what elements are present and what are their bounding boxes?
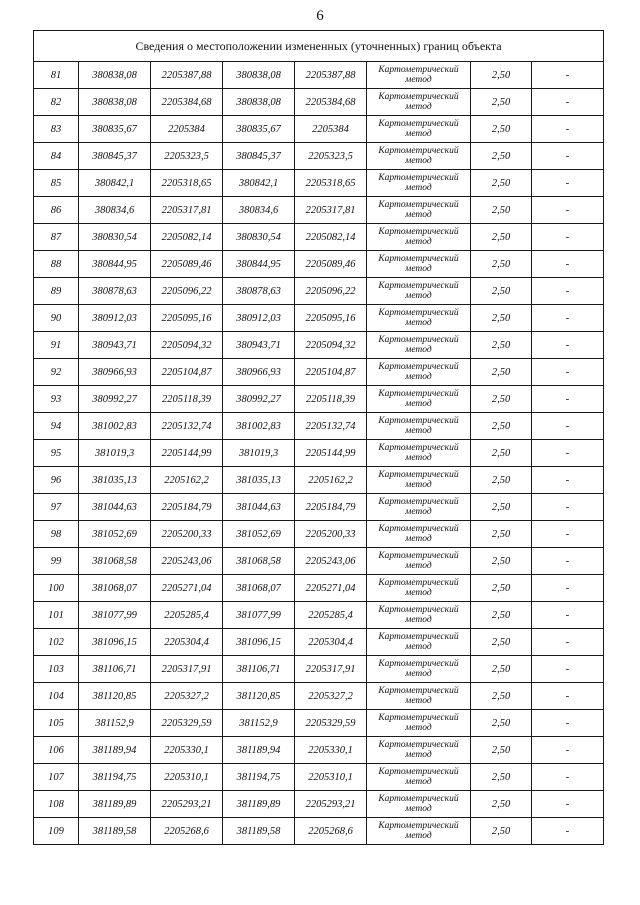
existing-x-cell: 381044,63 xyxy=(79,494,151,521)
note-cell: - xyxy=(532,116,604,143)
new-y-cell: 2205327,2 xyxy=(295,683,367,710)
accuracy-cell: 2,50 xyxy=(471,62,532,89)
existing-x-cell: 381120,85 xyxy=(79,683,151,710)
existing-x-cell: 381002,83 xyxy=(79,413,151,440)
method-cell: Картометрический метод xyxy=(367,305,471,332)
table-row xyxy=(34,521,604,548)
note-cell: - xyxy=(532,170,604,197)
note-cell: - xyxy=(532,305,604,332)
existing-x-cell: 381152,9 xyxy=(79,710,151,737)
new-y-cell: 2205144,99 xyxy=(295,440,367,467)
note-cell: - xyxy=(532,575,604,602)
accuracy-cell: 2,50 xyxy=(471,89,532,116)
new-y-cell: 2205285,4 xyxy=(295,602,367,629)
new-y-cell: 2205132,74 xyxy=(295,413,367,440)
accuracy-cell: 2,50 xyxy=(471,791,532,818)
accuracy-cell: 2,50 xyxy=(471,818,532,845)
table-row xyxy=(34,440,604,467)
note-cell: - xyxy=(532,413,604,440)
note-cell: - xyxy=(532,386,604,413)
new-y-cell: 2205096,22 xyxy=(295,278,367,305)
table-row xyxy=(34,386,604,413)
point-number-cell: 84 xyxy=(34,143,79,170)
method-cell: Картометрический метод xyxy=(367,764,471,791)
table-row xyxy=(34,629,604,656)
existing-y-cell: 2205310,1 xyxy=(151,764,223,791)
method-cell: Картометрический метод xyxy=(367,170,471,197)
table-row xyxy=(34,359,604,386)
table-row xyxy=(34,251,604,278)
existing-x-cell: 381194,75 xyxy=(79,764,151,791)
point-number-cell: 102 xyxy=(34,629,79,656)
new-y-cell: 2205304,4 xyxy=(295,629,367,656)
table-row xyxy=(34,602,604,629)
note-cell: - xyxy=(532,359,604,386)
new-y-cell: 2205184,79 xyxy=(295,494,367,521)
new-x-cell: 380844,95 xyxy=(223,251,295,278)
new-y-cell: 2205317,91 xyxy=(295,656,367,683)
new-y-cell: 2205243,06 xyxy=(295,548,367,575)
existing-x-cell: 381189,94 xyxy=(79,737,151,764)
existing-y-cell: 2205082,14 xyxy=(151,224,223,251)
existing-x-cell: 380943,71 xyxy=(79,332,151,359)
existing-y-cell: 2205293,21 xyxy=(151,791,223,818)
point-number-cell: 104 xyxy=(34,683,79,710)
table-row xyxy=(34,62,604,89)
accuracy-cell: 2,50 xyxy=(471,143,532,170)
note-cell: - xyxy=(532,656,604,683)
note-cell: - xyxy=(532,521,604,548)
point-number-cell: 94 xyxy=(34,413,79,440)
table-body xyxy=(34,31,604,845)
point-number-cell: 83 xyxy=(34,116,79,143)
note-cell: - xyxy=(532,548,604,575)
note-cell: - xyxy=(532,710,604,737)
existing-y-cell: 2205384,68 xyxy=(151,89,223,116)
existing-y-cell: 2205132,74 xyxy=(151,413,223,440)
accuracy-cell: 2,50 xyxy=(471,710,532,737)
accuracy-cell: 2,50 xyxy=(471,305,532,332)
method-cell: Картометрический метод xyxy=(367,224,471,251)
existing-y-cell: 2205271,04 xyxy=(151,575,223,602)
table-row xyxy=(34,278,604,305)
accuracy-cell: 2,50 xyxy=(471,332,532,359)
existing-y-cell: 2205327,2 xyxy=(151,683,223,710)
method-cell: Картометрический метод xyxy=(367,575,471,602)
note-cell: - xyxy=(532,494,604,521)
existing-y-cell: 2205329,59 xyxy=(151,710,223,737)
method-cell: Картометрический метод xyxy=(367,197,471,224)
existing-y-cell: 2205162,2 xyxy=(151,467,223,494)
existing-y-cell: 2205118,39 xyxy=(151,386,223,413)
boundary-coordinates-table xyxy=(33,30,604,845)
existing-x-cell: 380834,6 xyxy=(79,197,151,224)
accuracy-cell: 2,50 xyxy=(471,197,532,224)
new-x-cell: 380834,6 xyxy=(223,197,295,224)
point-number-cell: 81 xyxy=(34,62,79,89)
new-y-cell: 2205104,87 xyxy=(295,359,367,386)
existing-x-cell: 381052,69 xyxy=(79,521,151,548)
new-x-cell: 381044,63 xyxy=(223,494,295,521)
point-number-cell: 87 xyxy=(34,224,79,251)
new-y-cell: 2205293,21 xyxy=(295,791,367,818)
method-cell: Картометрический метод xyxy=(367,656,471,683)
existing-x-cell: 381068,58 xyxy=(79,548,151,575)
point-number-cell: 107 xyxy=(34,764,79,791)
existing-x-cell: 381035,13 xyxy=(79,467,151,494)
new-x-cell: 381194,75 xyxy=(223,764,295,791)
note-cell: - xyxy=(532,737,604,764)
existing-x-cell: 380835,67 xyxy=(79,116,151,143)
note-cell: - xyxy=(532,278,604,305)
note-cell: - xyxy=(532,818,604,845)
existing-y-cell: 2205285,4 xyxy=(151,602,223,629)
method-cell: Картометрический метод xyxy=(367,791,471,818)
table-row xyxy=(34,764,604,791)
method-cell: Картометрический метод xyxy=(367,278,471,305)
point-number-cell: 106 xyxy=(34,737,79,764)
existing-x-cell: 381096,15 xyxy=(79,629,151,656)
existing-y-cell: 2205317,81 xyxy=(151,197,223,224)
accuracy-cell: 2,50 xyxy=(471,224,532,251)
point-number-cell: 108 xyxy=(34,791,79,818)
note-cell: - xyxy=(532,629,604,656)
accuracy-cell: 2,50 xyxy=(471,575,532,602)
point-number-cell: 88 xyxy=(34,251,79,278)
existing-x-cell: 380966,93 xyxy=(79,359,151,386)
existing-x-cell: 380844,95 xyxy=(79,251,151,278)
new-x-cell: 381035,13 xyxy=(223,467,295,494)
method-cell: Картометрический метод xyxy=(367,494,471,521)
new-y-cell: 2205310,1 xyxy=(295,764,367,791)
accuracy-cell: 2,50 xyxy=(471,116,532,143)
new-x-cell: 380838,08 xyxy=(223,62,295,89)
accuracy-cell: 2,50 xyxy=(471,629,532,656)
existing-x-cell: 380912,03 xyxy=(79,305,151,332)
accuracy-cell: 2,50 xyxy=(471,170,532,197)
accuracy-cell: 2,50 xyxy=(471,683,532,710)
new-x-cell: 380835,67 xyxy=(223,116,295,143)
new-y-cell: 2205387,88 xyxy=(295,62,367,89)
new-x-cell: 381189,94 xyxy=(223,737,295,764)
existing-y-cell: 2205323,5 xyxy=(151,143,223,170)
new-x-cell: 381052,69 xyxy=(223,521,295,548)
method-cell: Картометрический метод xyxy=(367,386,471,413)
method-cell: Картометрический метод xyxy=(367,359,471,386)
method-cell: Картометрический метод xyxy=(367,116,471,143)
new-y-cell: 2205082,14 xyxy=(295,224,367,251)
table-row xyxy=(34,467,604,494)
point-number-cell: 92 xyxy=(34,359,79,386)
accuracy-cell: 2,50 xyxy=(471,251,532,278)
new-x-cell: 381077,99 xyxy=(223,602,295,629)
note-cell: - xyxy=(532,89,604,116)
existing-y-cell: 2205318,65 xyxy=(151,170,223,197)
existing-x-cell: 380842,1 xyxy=(79,170,151,197)
new-y-cell: 2205268,6 xyxy=(295,818,367,845)
table-row xyxy=(34,737,604,764)
new-y-cell: 2205330,1 xyxy=(295,737,367,764)
new-y-cell: 2205162,2 xyxy=(295,467,367,494)
table-row xyxy=(34,89,604,116)
new-x-cell: 380992,27 xyxy=(223,386,295,413)
method-cell: Картометрический метод xyxy=(367,467,471,494)
accuracy-cell: 2,50 xyxy=(471,278,532,305)
point-number-cell: 109 xyxy=(34,818,79,845)
method-cell: Картометрический метод xyxy=(367,413,471,440)
new-x-cell: 381120,85 xyxy=(223,683,295,710)
note-cell: - xyxy=(532,683,604,710)
new-x-cell: 380943,71 xyxy=(223,332,295,359)
accuracy-cell: 2,50 xyxy=(471,359,532,386)
existing-y-cell: 2205317,91 xyxy=(151,656,223,683)
table-row xyxy=(34,116,604,143)
existing-x-cell: 380992,27 xyxy=(79,386,151,413)
accuracy-cell: 2,50 xyxy=(471,737,532,764)
new-x-cell: 381106,71 xyxy=(223,656,295,683)
table-row xyxy=(34,710,604,737)
existing-y-cell: 2205304,4 xyxy=(151,629,223,656)
new-y-cell: 2205089,46 xyxy=(295,251,367,278)
existing-x-cell: 381106,71 xyxy=(79,656,151,683)
note-cell: - xyxy=(532,62,604,89)
existing-y-cell: 2205200,33 xyxy=(151,521,223,548)
point-number-cell: 90 xyxy=(34,305,79,332)
point-number-cell: 100 xyxy=(34,575,79,602)
accuracy-cell: 2,50 xyxy=(471,467,532,494)
existing-x-cell: 380845,37 xyxy=(79,143,151,170)
method-cell: Картометрический метод xyxy=(367,89,471,116)
new-y-cell: 2205329,59 xyxy=(295,710,367,737)
accuracy-cell: 2,50 xyxy=(471,602,532,629)
new-x-cell: 380842,1 xyxy=(223,170,295,197)
existing-y-cell: 2205089,46 xyxy=(151,251,223,278)
point-number-cell: 82 xyxy=(34,89,79,116)
table-row xyxy=(34,170,604,197)
note-cell: - xyxy=(532,602,604,629)
accuracy-cell: 2,50 xyxy=(471,386,532,413)
new-x-cell: 381019,3 xyxy=(223,440,295,467)
table-row xyxy=(34,143,604,170)
new-y-cell: 2205094,32 xyxy=(295,332,367,359)
point-number-cell: 95 xyxy=(34,440,79,467)
new-x-cell: 381002,83 xyxy=(223,413,295,440)
new-x-cell: 381068,07 xyxy=(223,575,295,602)
note-cell: - xyxy=(532,440,604,467)
point-number-cell: 97 xyxy=(34,494,79,521)
table-row xyxy=(34,548,604,575)
existing-x-cell: 380838,08 xyxy=(79,89,151,116)
new-x-cell: 380845,37 xyxy=(223,143,295,170)
note-cell: - xyxy=(532,764,604,791)
existing-x-cell: 381019,3 xyxy=(79,440,151,467)
table-row xyxy=(34,332,604,359)
new-x-cell: 380830,54 xyxy=(223,224,295,251)
table-row xyxy=(34,305,604,332)
accuracy-cell: 2,50 xyxy=(471,413,532,440)
existing-y-cell: 2205243,06 xyxy=(151,548,223,575)
new-x-cell: 380838,08 xyxy=(223,89,295,116)
new-y-cell: 2205323,5 xyxy=(295,143,367,170)
point-number-cell: 93 xyxy=(34,386,79,413)
existing-y-cell: 2205095,16 xyxy=(151,305,223,332)
point-number-cell: 89 xyxy=(34,278,79,305)
note-cell: - xyxy=(532,791,604,818)
table-row xyxy=(34,494,604,521)
existing-y-cell: 2205330,1 xyxy=(151,737,223,764)
method-cell: Картометрический метод xyxy=(367,548,471,575)
new-y-cell: 2205271,04 xyxy=(295,575,367,602)
new-y-cell: 2205318,65 xyxy=(295,170,367,197)
page-number: 6 xyxy=(316,8,324,24)
existing-x-cell: 380830,54 xyxy=(79,224,151,251)
method-cell: Картометрический метод xyxy=(367,818,471,845)
table-row xyxy=(34,224,604,251)
method-cell: Картометрический метод xyxy=(367,737,471,764)
new-y-cell: 2205384 xyxy=(295,116,367,143)
method-cell: Картометрический метод xyxy=(367,602,471,629)
new-x-cell: 380966,93 xyxy=(223,359,295,386)
new-x-cell: 380878,63 xyxy=(223,278,295,305)
point-number-cell: 96 xyxy=(34,467,79,494)
existing-y-cell: 2205144,99 xyxy=(151,440,223,467)
table-row xyxy=(34,656,604,683)
new-x-cell: 381068,58 xyxy=(223,548,295,575)
new-y-cell: 2205095,16 xyxy=(295,305,367,332)
accuracy-cell: 2,50 xyxy=(471,494,532,521)
point-number-cell: 86 xyxy=(34,197,79,224)
existing-x-cell: 381077,99 xyxy=(79,602,151,629)
table-row xyxy=(34,197,604,224)
new-x-cell: 381152,9 xyxy=(223,710,295,737)
method-cell: Картометрический метод xyxy=(367,521,471,548)
point-number-cell: 98 xyxy=(34,521,79,548)
existing-x-cell: 380838,08 xyxy=(79,62,151,89)
existing-y-cell: 2205387,88 xyxy=(151,62,223,89)
existing-x-cell: 380878,63 xyxy=(79,278,151,305)
new-y-cell: 2205384,68 xyxy=(295,89,367,116)
method-cell: Картометрический метод xyxy=(367,440,471,467)
note-cell: - xyxy=(532,332,604,359)
accuracy-cell: 2,50 xyxy=(471,764,532,791)
method-cell: Картометрический метод xyxy=(367,251,471,278)
existing-x-cell: 381189,58 xyxy=(79,818,151,845)
table-title: Сведения о местоположении измененных (уточненных) границ объекта xyxy=(34,31,604,62)
table-row xyxy=(34,413,604,440)
table-row xyxy=(34,575,604,602)
existing-y-cell: 2205104,87 xyxy=(151,359,223,386)
new-x-cell: 381189,89 xyxy=(223,791,295,818)
new-x-cell: 380912,03 xyxy=(223,305,295,332)
point-number-cell: 85 xyxy=(34,170,79,197)
method-cell: Картометрический метод xyxy=(367,710,471,737)
point-number-cell: 91 xyxy=(34,332,79,359)
point-number-cell: 103 xyxy=(34,656,79,683)
table-row xyxy=(34,683,604,710)
existing-y-cell: 2205094,32 xyxy=(151,332,223,359)
new-y-cell: 2205118,39 xyxy=(295,386,367,413)
note-cell: - xyxy=(532,197,604,224)
new-y-cell: 2205200,33 xyxy=(295,521,367,548)
accuracy-cell: 2,50 xyxy=(471,656,532,683)
existing-x-cell: 381068,07 xyxy=(79,575,151,602)
existing-y-cell: 2205184,79 xyxy=(151,494,223,521)
note-cell: - xyxy=(532,251,604,278)
note-cell: - xyxy=(532,224,604,251)
point-number-cell: 99 xyxy=(34,548,79,575)
table-title-row xyxy=(34,31,604,62)
method-cell: Картометрический метод xyxy=(367,62,471,89)
method-cell: Картометрический метод xyxy=(367,332,471,359)
accuracy-cell: 2,50 xyxy=(471,440,532,467)
new-x-cell: 381096,15 xyxy=(223,629,295,656)
method-cell: Картометрический метод xyxy=(367,683,471,710)
existing-x-cell: 381189,89 xyxy=(79,791,151,818)
accuracy-cell: 2,50 xyxy=(471,521,532,548)
note-cell: - xyxy=(532,143,604,170)
point-number-cell: 105 xyxy=(34,710,79,737)
method-cell: Картометрический метод xyxy=(367,143,471,170)
new-y-cell: 2205317,81 xyxy=(295,197,367,224)
table-row xyxy=(34,818,604,845)
accuracy-cell: 2,50 xyxy=(471,548,532,575)
existing-y-cell: 2205096,22 xyxy=(151,278,223,305)
table-row xyxy=(34,791,604,818)
new-x-cell: 381189,58 xyxy=(223,818,295,845)
note-cell: - xyxy=(532,467,604,494)
point-number-cell: 101 xyxy=(34,602,79,629)
existing-y-cell: 2205268,6 xyxy=(151,818,223,845)
method-cell: Картометрический метод xyxy=(367,629,471,656)
existing-y-cell: 2205384 xyxy=(151,116,223,143)
